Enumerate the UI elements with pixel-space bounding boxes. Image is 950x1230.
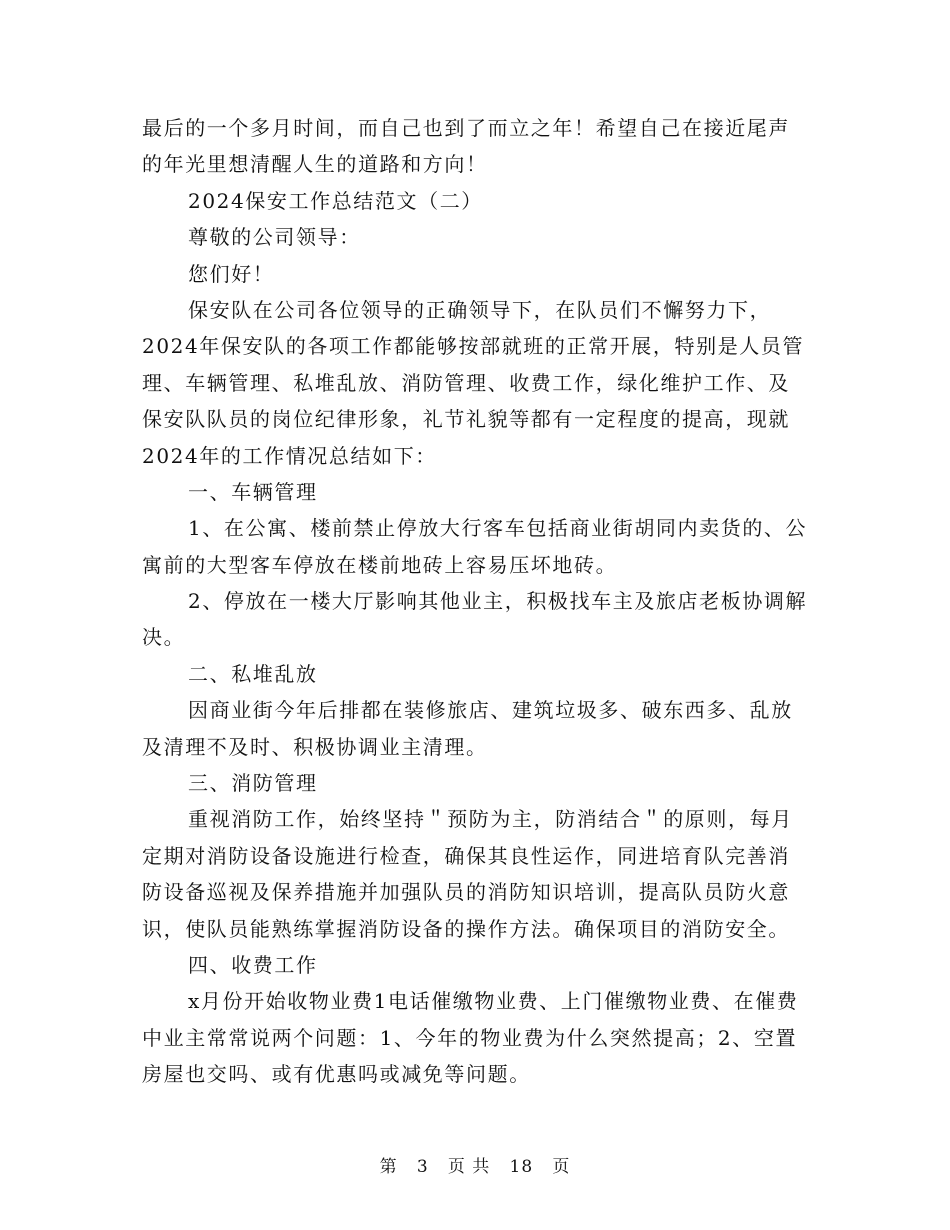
text-line: 识，使队员能熟练掌握消防设备的操作方法。确保项目的消防安全。 bbox=[142, 916, 790, 941]
text-line: 2024年保安队的各项工作都能够按部就班的正常开展，特别是人员管 bbox=[142, 334, 805, 359]
text-line: 2024年的工作情况总结如下： bbox=[142, 443, 437, 468]
text-line: 1、在公寓、楼前禁止停放大行客车包括商业街胡同内卖货的、公 bbox=[188, 516, 808, 541]
footer-page-number: 3 bbox=[416, 1157, 429, 1177]
text-line: 三、消防管理 bbox=[188, 771, 318, 796]
text-line: 房屋也交吗、或有优惠吗或减免等问题。 bbox=[142, 1062, 531, 1087]
text-line: 四、收费工作 bbox=[188, 952, 318, 977]
text-line: 保安队队员的岗位纪律形象，礼节礼貌等都有一定程度的提高，现就 bbox=[142, 407, 790, 432]
text-line: 一、车辆管理 bbox=[188, 479, 318, 504]
text-line: 中业主常常说两个问题：1、今年的物业费为什么突然提高；2、空置 bbox=[142, 1025, 798, 1050]
footer-prefix: 第 bbox=[379, 1157, 398, 1177]
page-footer bbox=[0, 1152, 950, 1177]
text-line: 及清理不及时、积极协调业主清理。 bbox=[142, 734, 488, 759]
text-line: 决。 bbox=[142, 625, 186, 650]
text-line: 寓前的大型客车停放在楼前地砖上容易压坏地砖。 bbox=[142, 552, 618, 577]
text-line: 的年光里想清醒人生的道路和方向！ bbox=[142, 152, 488, 177]
text-line: 保安队在公司各位领导的正确领导下，在队员们不懈努力下， bbox=[188, 297, 772, 322]
text-line: x月份开始收物业费1电话催缴物业费、上门催缴物业费、在催费 bbox=[188, 989, 799, 1014]
text-line: 因商业街今年后排都在装修旅店、建筑垃圾多、破东西多、乱放 bbox=[188, 698, 793, 723]
text-line: 防设备巡视及保养措施并加强队员的消防知识培训，提高队员防火意 bbox=[142, 880, 790, 905]
footer-total-pages: 18 bbox=[509, 1157, 534, 1177]
footer-middle: 页 共 bbox=[447, 1157, 491, 1177]
text-line: 最后的一个多月时间，而自己也到了而立之年！希望自己在接近尾声 bbox=[142, 116, 790, 140]
text-line: 定期对消防设备设施进行检查，确保其良性运作，同进培育队完善消 bbox=[142, 843, 790, 868]
text-line: 理、车辆管理、私堆乱放、消防管理、收费工作，绿化维护工作、及 bbox=[142, 370, 790, 395]
text-line: 尊敬的公司领导： bbox=[188, 225, 361, 250]
document-body bbox=[142, 110, 812, 1093]
text-line: 2、停放在一楼大厅影响其他业主，积极找车主及旅店老板协调解 bbox=[188, 589, 808, 614]
footer-suffix: 页 bbox=[552, 1157, 571, 1177]
text-line: 二、私堆乱放 bbox=[188, 661, 318, 686]
text-line: 2024保安工作总结范文（二） bbox=[188, 188, 483, 213]
text-line: 重视消防工作，始终坚持＂预防为主，防消结合＂的原则，每月 bbox=[188, 807, 793, 832]
text-line: 您们好！ bbox=[188, 261, 275, 286]
